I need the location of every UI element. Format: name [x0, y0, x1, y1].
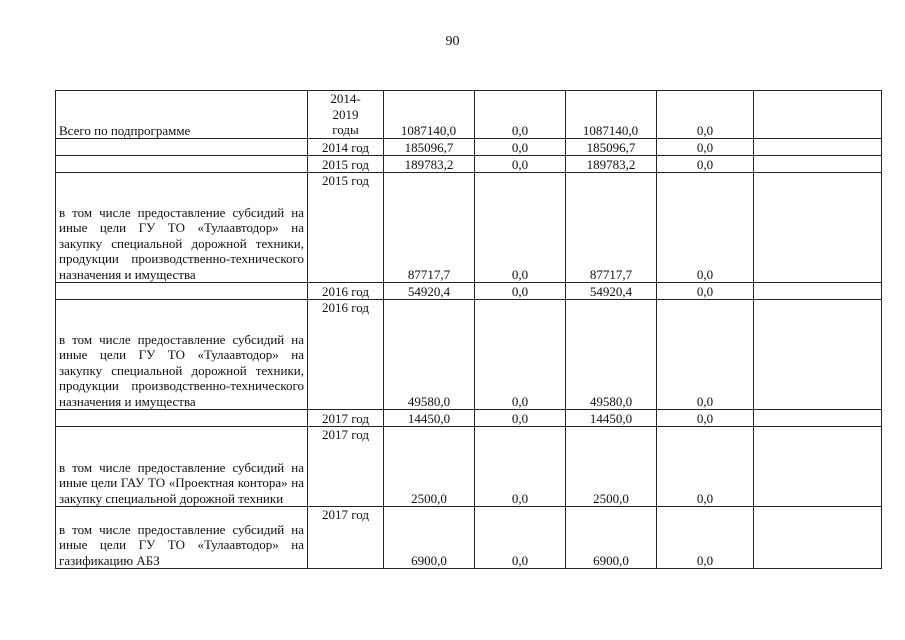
row-description: в том числе предоставление субсидий на иные цели ГУ ТО «Тулаавтодор» на газификацию АБЗ: [56, 507, 308, 569]
row-year: 2016 год: [308, 283, 384, 300]
cell-empty: [754, 300, 882, 410]
table-row-detail: [56, 300, 882, 410]
cell-total: 2500,0: [384, 427, 475, 507]
cell-empty: [754, 427, 882, 507]
row-year: 2015 год: [308, 156, 384, 173]
cell-total: 54920,4: [384, 283, 475, 300]
table-row-total: [56, 91, 882, 139]
cell-empty: [754, 139, 882, 156]
table-row: [56, 410, 882, 427]
cell-regional: 2500,0: [566, 427, 657, 507]
cell-federal: 0,0: [475, 410, 566, 427]
row-year: [308, 91, 384, 139]
cell-other: 0,0: [657, 507, 754, 569]
year-line: 2019: [332, 106, 359, 122]
cell-total: 6900,0: [384, 507, 475, 569]
cell-federal: 0,0: [475, 427, 566, 507]
row-description: в том числе предоставление субсидий на иные цели ГАУ ТО «Проектная контора» на закупку специальной дорожной техники: [56, 427, 308, 507]
cell-federal: 0,0: [475, 173, 566, 283]
row-description: [56, 156, 308, 173]
row-year: 2017 год: [308, 410, 384, 427]
cell-total: 189783,2: [384, 156, 475, 173]
row-year: 2017 год: [308, 427, 384, 507]
cell-federal: 0,0: [475, 156, 566, 173]
cell-other: 0,0: [657, 139, 754, 156]
row-year: 2016 год: [308, 300, 384, 410]
table-row-detail: [56, 427, 882, 507]
cell-empty: [754, 283, 882, 300]
row-year: 2015 год: [308, 173, 384, 283]
table-row: [56, 139, 882, 156]
cell-other: 0,0: [657, 427, 754, 507]
cell-other: 0,0: [657, 283, 754, 300]
cell-regional: 1087140,0: [566, 91, 657, 139]
cell-regional: 6900,0: [566, 507, 657, 569]
cell-regional: 54920,4: [566, 283, 657, 300]
year-line: годы: [332, 122, 359, 137]
table-row: [56, 156, 882, 173]
cell-other: 0,0: [657, 410, 754, 427]
cell-federal: 0,0: [475, 91, 566, 139]
cell-empty: [754, 507, 882, 569]
cell-empty: [754, 410, 882, 427]
cell-regional: 14450,0: [566, 410, 657, 427]
row-description: [56, 410, 308, 427]
cell-regional: 87717,7: [566, 173, 657, 283]
table-row-detail: [56, 507, 882, 569]
cell-empty: [754, 156, 882, 173]
row-description: в том числе предоставление субсидий на иные цели ГУ ТО «Тулаавтодор» на закупку специальной дорожной техники, продукции производственно-технического назначения и имущества: [56, 300, 308, 410]
row-description: в том числе предоставление субсидий на иные цели ГУ ТО «Тулаавтодор» на закупку специальной дорожной техники, продукции производственно-технического назначения и имущества: [56, 173, 308, 283]
cell-total: 87717,7: [384, 173, 475, 283]
row-description: [56, 139, 308, 156]
cell-total: 49580,0: [384, 300, 475, 410]
page-number: 90: [445, 34, 460, 49]
row-description: Всего по подпрограмме: [56, 91, 308, 139]
cell-other: 0,0: [657, 300, 754, 410]
cell-empty: [754, 91, 882, 139]
cell-other: 0,0: [657, 156, 754, 173]
year-line: 2014-: [330, 91, 361, 106]
cell-other: 0,0: [657, 173, 754, 283]
row-year: 2014 год: [308, 139, 384, 156]
cell-federal: 0,0: [475, 139, 566, 156]
cell-federal: 0,0: [475, 507, 566, 569]
table-row: [56, 283, 882, 300]
cell-total: 14450,0: [384, 410, 475, 427]
cell-federal: 0,0: [475, 300, 566, 410]
row-year: 2017 год: [308, 507, 384, 569]
cell-other: 0,0: [657, 91, 754, 139]
cell-regional: 49580,0: [566, 300, 657, 410]
cell-regional: 189783,2: [566, 156, 657, 173]
cell-total: 185096,7: [384, 139, 475, 156]
cell-federal: 0,0: [475, 283, 566, 300]
subprogram-funding-table: [55, 90, 882, 569]
cell-total: 1087140,0: [384, 91, 475, 139]
table-row-detail: [56, 173, 882, 283]
row-description: [56, 283, 308, 300]
cell-empty: [754, 173, 882, 283]
cell-regional: 185096,7: [566, 139, 657, 156]
